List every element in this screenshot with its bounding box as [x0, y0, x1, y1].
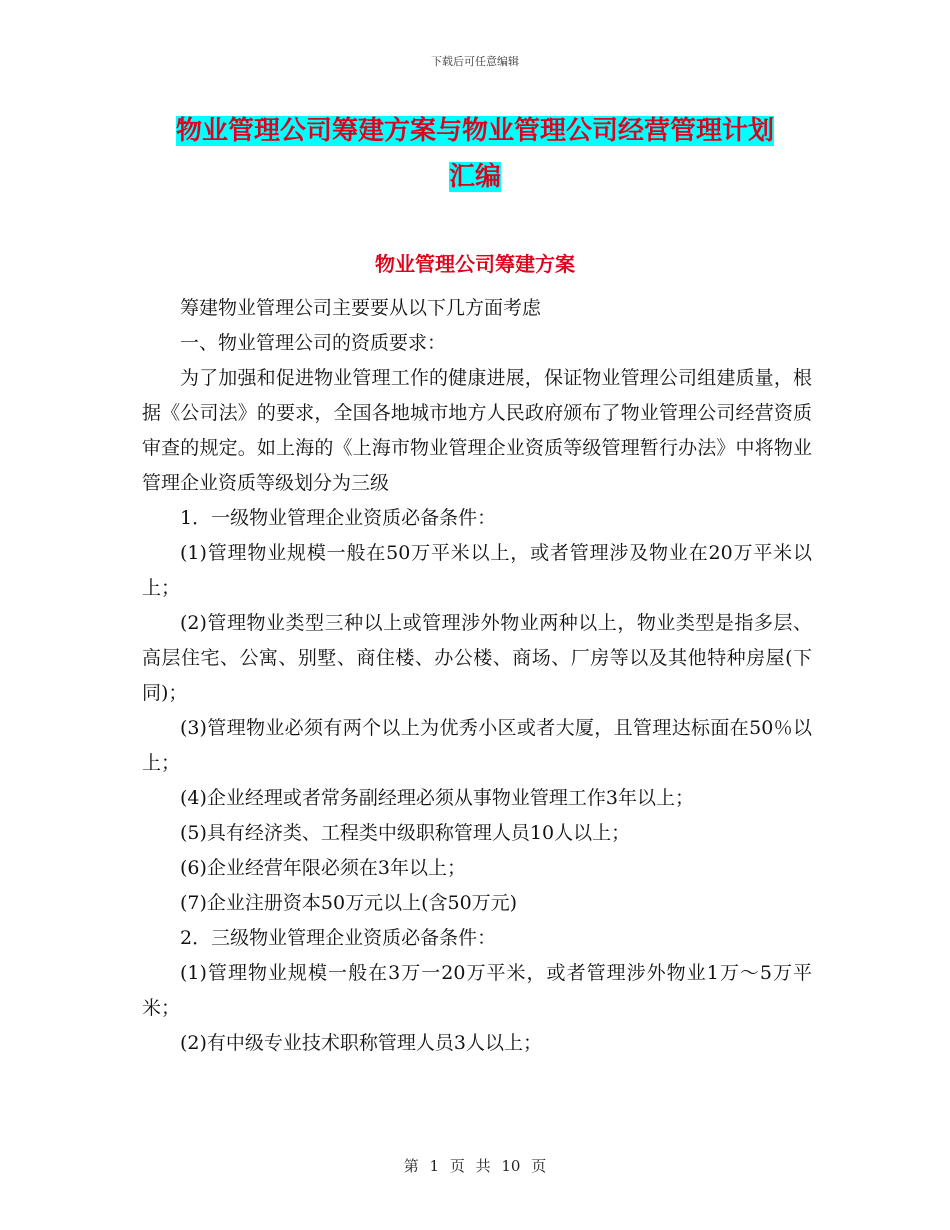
- page-footer: 第 1 页 共 10 页: [403, 1157, 547, 1175]
- document-title-line-1: 物业管理公司筹建方案与物业管理公司经营管理计划: [175, 116, 774, 146]
- document-body: [142, 291, 812, 1061]
- paragraph: (1)管理物业规模一般在3万一20万平米，或者管理涉外物业1万～5万平米；: [142, 962, 812, 1019]
- paragraph: 2．三级物业管理企业资质必备条件：: [180, 927, 497, 949]
- paragraph: (5)具有经济类、工程类中级职称管理人员10人以上；: [180, 822, 631, 844]
- paragraph: (2)有中级专业技术职称管理人员3人以上；: [180, 1032, 543, 1054]
- section-title: 物业管理公司筹建方案: [375, 252, 575, 276]
- paragraph: (4)企业经理或者常务副经理必须从事物业管理工作3年以上；: [180, 787, 695, 809]
- page-header-note: 下载后可任意编辑: [431, 55, 519, 68]
- paragraph: 筹建物业管理公司主要要从以下几方面考虑: [180, 297, 542, 319]
- paragraph: 1．一级物业管理企业资质必备条件：: [180, 507, 497, 529]
- paragraph: (3)管理物业必须有两个以上为优秀小区或者大厦，且管理达标面在50％以上；: [142, 717, 812, 774]
- paragraph: (6)企业经营年限必须在3年以上；: [180, 857, 467, 879]
- paragraph: (2)管理物业类型三种以上或管理涉外物业两种以上，物业类型是指多层、高层住宅、公寓、别墅、商住楼、办公楼、商场、厂房等以及其他特种房屋(下同)；: [142, 612, 812, 704]
- paragraph: 为了加强和促进物业管理工作的健康进展，保证物业管理公司组建质量，根据《公司法》的要求，全国各地城市地方人民政府颁布了物业管理公司经营资质审查的规定。如上海的《上海市物业管理企业资质等级管理暂行办法》中将物业管理企业资质等级划分为三级: [142, 367, 812, 494]
- document-title-line-2: 汇编: [448, 162, 501, 192]
- paragraph: (1)管理物业规模一般在50万平米以上，或者管理涉及物业在20万平米以上；: [142, 542, 812, 599]
- paragraph: (7)企业注册资本50万元以上(含50万元): [180, 892, 518, 914]
- paragraph: 一、物业管理公司的资质要求：: [180, 332, 447, 354]
- document-title: [140, 108, 810, 200]
